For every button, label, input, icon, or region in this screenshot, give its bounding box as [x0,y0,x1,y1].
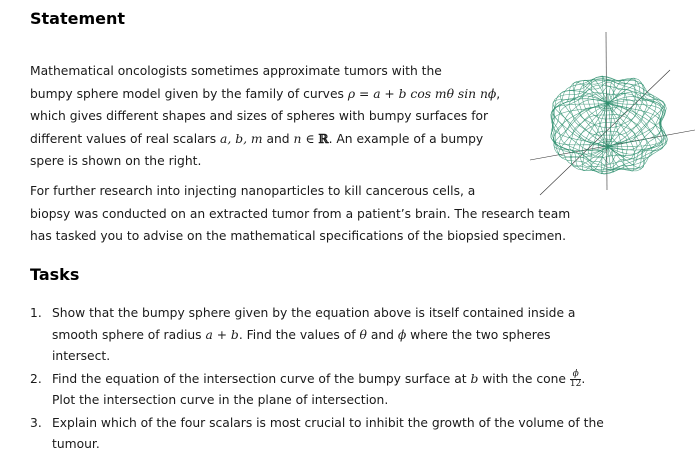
radius-expression: a + b [205,327,239,342]
text-line [52,369,672,391]
phi-symbol: ϕ [397,327,407,342]
text-run: , [496,86,501,101]
task-item [12,369,672,412]
task-item [12,303,672,368]
scalar-n: n [293,131,302,146]
text-line: biopsy was conducted on an extracted tumor from a patient’s brain. The research team [30,206,571,221]
scalar-variables: a, b, m [220,131,263,146]
text-line [30,83,520,106]
text-line: Plot the intersection curve in the plane of intersection. [52,393,389,407]
text-run: Mathematical oncologists sometimes approximate tumors with the [30,64,442,78]
text-run: smooth sphere of radius [52,327,206,342]
text-run: spere is shown on the right. [30,154,202,168]
text-run: and [262,131,294,146]
text-line: For further research into injecting nanoparticles to kill cancerous cells, a [30,184,476,198]
text-run: Find the equation of the intersection curve of the bumpy surface at [52,371,471,386]
text-run: which gives different shapes and sizes of spheres with bumpy surfaces for [30,109,489,123]
text-run: different values of real scalars [30,131,221,146]
text-run: . An example of a bumpy [328,131,484,146]
text-run: bumpy sphere model given by the family of curves [30,86,348,101]
element-of-symbol: ∈ [301,131,319,146]
task-list [12,303,672,457]
bumpy-sphere-formula: ρ = a + b cos mθ sin nϕ [347,86,497,101]
text-run: . Find the values of [238,327,360,342]
text-run: . [581,371,586,386]
task-number: 2. [30,371,42,386]
text-line: has tasked you to advise on the mathematical specifications of the biopsied specimen. [30,229,567,243]
sphere-mesh [551,76,668,174]
text-line: tumour. [52,437,100,451]
text-run: with the cone [478,371,570,386]
fraction-denominator: 12 [569,378,582,389]
bumpy-sphere-figure [520,30,695,200]
text-line: intersect. [52,349,111,363]
text-line [52,325,672,347]
tasks-heading: Tasks [30,265,80,284]
fraction-numerator: ϕ [570,370,581,380]
text-line [30,128,520,151]
text-line: Explain which of the four scalars is most crucial to inhibit the growth of the volume of the [52,415,604,430]
reals-symbol: ℝ [318,130,329,146]
task-number: 3. [30,415,42,430]
text-line [30,150,520,173]
statement-paragraph-1 [30,60,520,173]
task-number: 1. [30,306,42,320]
text-line [30,105,520,128]
text-line: Show that the bumpy sphere given by the equation above is itself contained inside a [52,306,576,320]
scalar-b: b [470,371,479,386]
text-run: and [366,327,398,342]
cone-fraction [570,370,581,389]
latitude-line [559,79,656,143]
task-item [12,413,672,456]
text-line [30,60,520,83]
text-run: where the two spheres [406,327,551,342]
statement-heading: Statement [30,9,126,28]
theta-symbol: θ [359,327,367,342]
